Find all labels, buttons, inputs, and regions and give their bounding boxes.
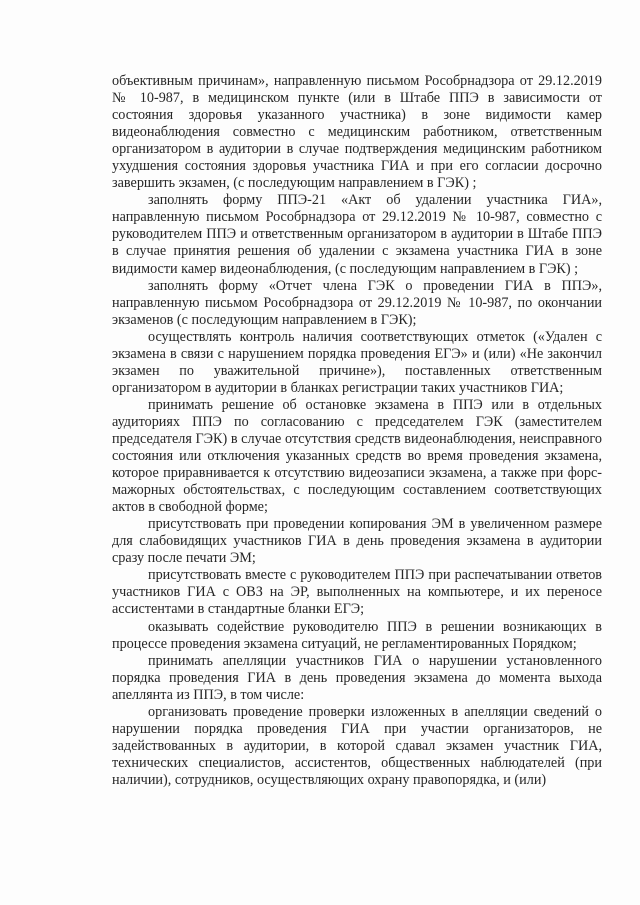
paragraph-printing-answers: присутствовать вместе с руководителем ППЭ при распечатывании ответов участников ГИА с ОВЗ на ЭР, выполненных на компьютере, и их переносе ассистентами в стандартные бланки ЕГЭ; — [112, 567, 602, 618]
paragraph-assistance: оказывать содействие руководителю ППЭ в решении возникающих в процессе проведения экзамена ситуаций, не регламентированных Порядком; — [112, 618, 602, 652]
paragraph-copying-em: присутствовать при проведении копирования ЭМ в увеличенном размере для слабовидящих участников ГИА в день проведения экзамена в аудитории сразу после печати ЭМ; — [112, 516, 602, 567]
paragraph-gek-report: заполнять форму «Отчет члена ГЭК о проведении ГИА в ППЭ», направленную письмом Рособрнадзора от 29.12.2019 № 10-987, по окончании экзаменов (с последующим направлением в ГЭК); — [112, 277, 602, 328]
paragraph-appeals: принимать апелляции участников ГИА о нарушении установленного порядка проведения ГИА в день проведения экзамена до момента выхода апеллянта из ППЭ, в том числе: — [112, 652, 602, 703]
paragraph-form-ppe-21: заполнять форму ППЭ-21 «Акт об удалении участника ГИА», направленную письмом Рособрнадзора от 29.12.2019 № 10-987, совместно с руководителем ППЭ и ответственным организатором в аудитории в Штабе ППЭ в случае принятия решения об удалении с экзамена участника ГИА в зоне видимости камер видеонаблюдения, (с последующим направлением в ГЭК) ; — [112, 192, 602, 277]
paragraph-stop-exam: принимать решение об остановке экзамена в ППЭ или в отдельных аудиториях ППЭ по согласованию с председателем ГЭК (заместителем председателя ГЭК) в случае отсутствия средств видеонаблюдения, неисправного состояния или отключения указанных средств во время проведения экзамена, которое приравнивается к отсутствию видеозаписи экзамена, а также при форс-мажорных обстоятельствах, с последующим составлением соответствующих актов в свободной форме; — [112, 396, 602, 516]
paragraph-control-marks: осуществлять контроль наличия соответствующих отметок («Удален с экзамена в связи с нарушением порядка проведения ЕГЭ» и (или) «Не закончил экзамен по уважительной причине»), поставленных ответственным организатором в аудитории в бланках регистрации таких участников ГИА; — [112, 328, 602, 396]
document-body — [112, 73, 602, 789]
paragraph-continuation: объективным причинам», направленную письмом Рособрнадзора от 29.12.2019 № 10-987, в медицинском пункте (или в Штабе ППЭ в зависимости от состояния здоровья указанного участника) в зоне видимости камер видеонаблюдения совместно с медицинским работником, ответственным организатором в аудитории в случае подтверждения медицинским работником ухудшения состояния здоровья участника ГИА и при его согласии досрочно завершить экзамен, (с последующим направлением в ГЭК) ; — [112, 73, 602, 192]
paragraph-organize-check: организовать проведение проверки изложенных в апелляции сведений о нарушении порядка проведения ГИА при участии организаторов, не задействованных в аудитории, в которой сдавал экзамен участник ГИА, технических специалистов, ассистентов, общественных наблюдателей (при наличии), сотрудников, осуществляющих охрану правопорядка, и (или) — [112, 703, 602, 788]
